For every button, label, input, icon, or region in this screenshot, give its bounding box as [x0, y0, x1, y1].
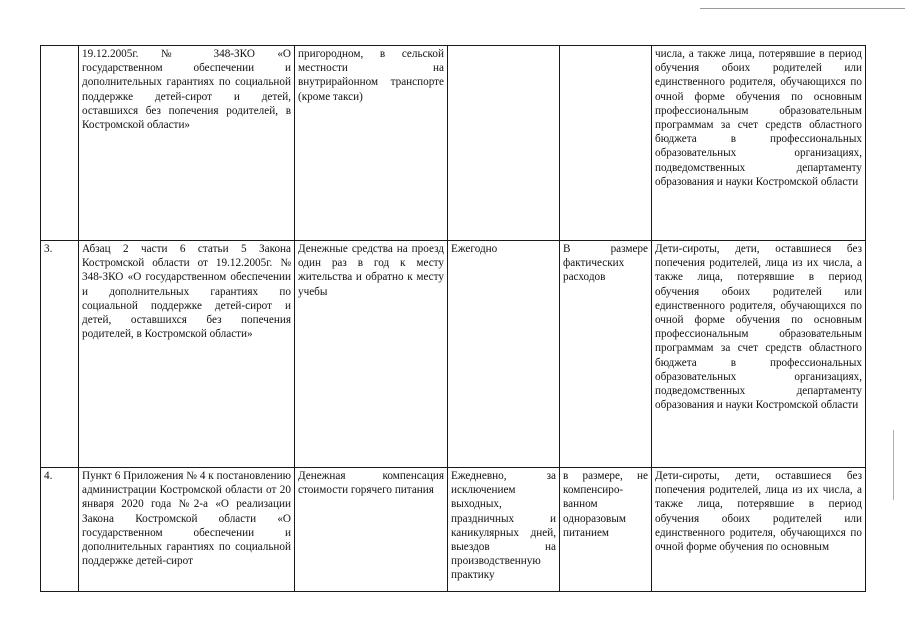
benefits-table	[40, 45, 866, 592]
recipients-cell: Дети-сироты, дети, оставшиеся без попечения родителей, лица из их числа, а также лица, потерявшие в период обучения обоих родителей или единственного родителя, обучающихся по очной форме обучения по основным	[652, 468, 866, 592]
table-row	[41, 468, 866, 592]
frequency-cell: Ежедневно, за исключением выходных, праздничных и каникулярных дней, выездов на производственную практику	[448, 468, 560, 592]
amount-cell: в размере, не компенсиро-ванном одноразовым питанием	[560, 468, 652, 592]
amount-cell	[560, 46, 652, 241]
row-number-cell: 3.	[41, 241, 79, 468]
payment-type-cell: пригородном, в сельской местности на внутрирайонном транспорте (кроме такси)	[295, 46, 448, 241]
recipients-cell: числа, а также лица, потерявшие в период обучения обоих родителей или единственного родителя, обучающихся по очной форме обучения по основным профессиональным образовательным программам за счет средств областного бюджета в профессиональных образовательных организациях, подведомственных департаменту образования и науки Костромской области	[652, 46, 866, 241]
scan-edge-mark	[893, 430, 894, 500]
payment-type-cell: Денежные средства на проезд один раз в год к месту жительства и обратно к месту учебы	[295, 241, 448, 468]
row-number-cell: 4.	[41, 468, 79, 592]
legal-basis-cell: Абзац 2 части 6 статьи 5 Закона Костромской области от 19.12.2005г. № 348-ЗКО «О государственном обеспечении и дополнительных гарантиях по социальной поддержке детей-сирот и детей, оставшихся без попечения родителей, в Костромской области»	[79, 241, 295, 468]
scan-edge-line	[700, 8, 905, 9]
amount-cell: В размере фактических расходов	[560, 241, 652, 468]
table-row	[41, 46, 866, 241]
legal-basis-cell: Пункт 6 Приложения № 4 к постановлению администрации Костромской области от 20 января 2020 года №2-а «О реализации Закона Костромской области «О государственном обеспечении и дополнительных гарантиях по социальной поддержке детей-сирот	[79, 468, 295, 592]
frequency-cell	[448, 46, 560, 241]
frequency-cell: Ежегодно	[448, 241, 560, 468]
legal-basis-cell: 19.12.2005г. № 348-ЗКО «О государственном обеспечении и дополнительных гарантиях по социальной поддержке детей-сирот и детей, оставшихся без попечения родителей, в Костромской области»	[79, 46, 295, 241]
recipients-cell: Дети-сироты, дети, оставшиеся без попечения родителей, лица из их числа, а также лица, потерявшие в период обучения обоих родителей или единственного родителя, обучающихся по очной форме обучения по основным профессиональным образовательным программам за счет средств областного бюджета в профессиональных образовательных организациях, подведомственных департаменту образования и науки Костромской области	[652, 241, 866, 468]
row-number-cell	[41, 46, 79, 241]
table-row	[41, 241, 866, 468]
payment-type-cell: Денежная компенсация стоимости горячего питания	[295, 468, 448, 592]
